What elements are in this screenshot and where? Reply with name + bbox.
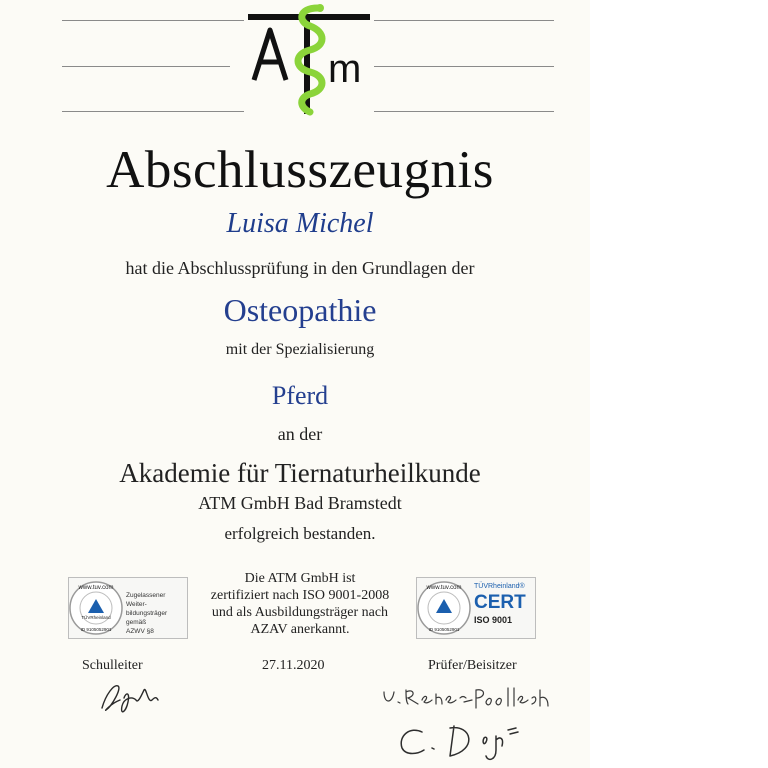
tuv-badge-right — [416, 577, 536, 639]
header-rule-left-3 — [62, 111, 244, 112]
logo-letter-m: m — [328, 47, 362, 91]
header-rule-left-2 — [62, 66, 230, 67]
intro-line: hat die Abschlussprüfung in den Grundlagen der — [125, 258, 475, 278]
seal-url-left: www.tuv.com — [78, 585, 114, 591]
an-der-line: an der — [277, 424, 323, 444]
principal-label: Schulleiter — [82, 658, 143, 673]
certification-line: AZAV anerkannt. — [250, 622, 350, 637]
tuv-badge-left — [68, 577, 188, 639]
badge-right-iso: ISO 9001 — [474, 615, 513, 625]
seal-brand-left: TÜVRheinland — [81, 615, 111, 620]
certification-line: zertifiziert nach ISO 9001-2008 — [210, 588, 390, 603]
badge-left-line: AZWV §8 — [126, 628, 154, 635]
badge-left-text — [126, 591, 188, 636]
header-rule-right-3 — [374, 111, 554, 112]
examiner-label: Prüfer/Beisitzer — [428, 658, 517, 673]
certification-line: Die ATM GmbH ist — [244, 571, 356, 586]
badge-left-line: bildungsträger gemäß — [126, 610, 168, 626]
examiner-signature-2 — [392, 716, 532, 764]
badge-left-line: Zugelassener Weiter- — [126, 592, 166, 608]
seal-id-right: ID 9105052901 — [428, 627, 460, 632]
passed-line: erfolgreich bestanden. — [224, 524, 376, 543]
certification-line: und als Ausbildungsträger nach — [211, 605, 389, 620]
header-rule-left-1 — [62, 20, 244, 21]
specialization: Pferd — [271, 381, 329, 410]
badge-right-brand: TÜVRheinland® — [474, 583, 525, 590]
seal-id-left: ID 9105052901 — [80, 627, 112, 632]
atm-logo — [240, 4, 380, 116]
recipient-name: Luisa Michel — [226, 208, 374, 239]
badge-right-cert: CERT — [474, 592, 526, 613]
academy-name: Akademie für Tiernaturheilkunde — [119, 458, 481, 488]
header-rule-right-1 — [374, 20, 554, 21]
principal-signature — [96, 676, 166, 718]
examiner-signature-1 — [378, 682, 558, 718]
date: 27.11.2020 — [262, 658, 325, 673]
company-name: ATM GmbH Bad Bramstedt — [198, 493, 402, 513]
specialization-intro: mit der Spezialisierung — [225, 341, 375, 358]
header-rule-right-2 — [374, 66, 554, 67]
subject: Osteopathie — [223, 292, 377, 328]
certificate-title: Abschlusszeugnis — [106, 141, 494, 199]
seal-url-right: www.tuv.com — [426, 585, 462, 591]
